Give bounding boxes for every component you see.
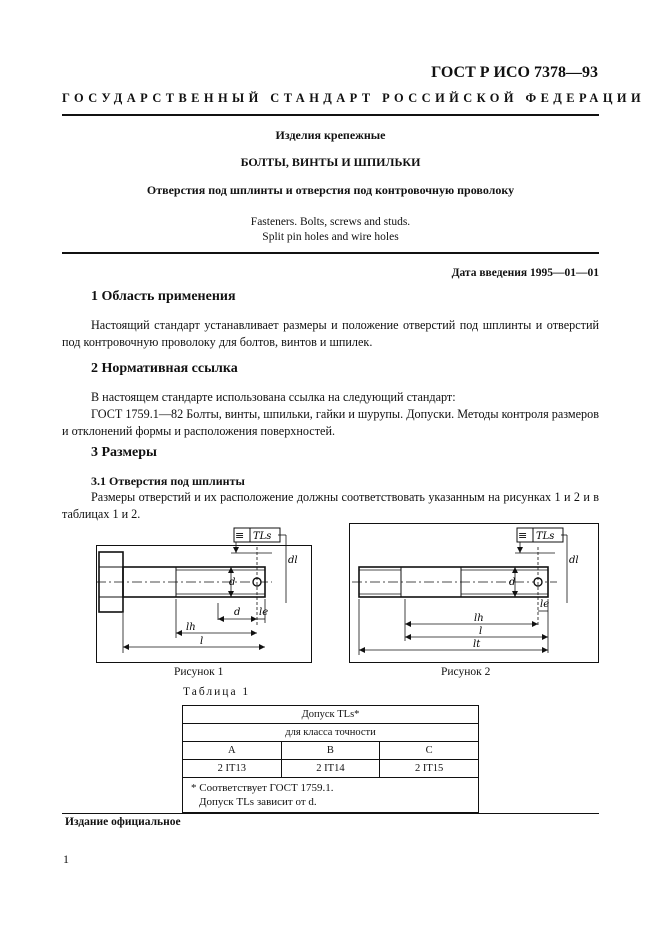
section-3-1-heading: 3.1 Отверстия под шплинты xyxy=(91,474,245,488)
length-label: l xyxy=(479,626,483,637)
length-label: l xyxy=(200,636,204,647)
total-length-label: lt xyxy=(473,639,481,650)
flatness-symbol: ≡ xyxy=(518,529,528,542)
table-row xyxy=(183,742,479,760)
figure-2-caption: Рисунок 2 xyxy=(441,666,491,678)
document-number: ГОСТ Р ИСО 7378—93 xyxy=(431,64,598,81)
table-footnote: * Соответствует ГОСТ 1759.1. Допуск TLs зависит от d. xyxy=(183,778,479,813)
section-1-text: Настоящий стандарт устанавливает размеры и положение отверстий под шплинты и отверстий под контровочную проволоку для болтов, винтов и шпилек. xyxy=(62,318,599,349)
introduction-date: Дата введения 1995—01—01 xyxy=(451,267,599,279)
table-header-sub: для класса точности xyxy=(183,724,479,742)
class-b-header: B xyxy=(281,742,380,760)
class-c-value: 2 IT15 xyxy=(380,760,479,778)
title-rule xyxy=(62,252,599,254)
figure-1 xyxy=(96,523,312,663)
class-a-value: 2 IT13 xyxy=(183,760,282,778)
diameter-label: d xyxy=(229,577,236,588)
section-3-heading: 3 Размеры xyxy=(91,445,157,460)
page-number: 1 xyxy=(63,852,69,866)
dimension-d-label: d xyxy=(234,607,241,618)
category-title: Изделия крепежные xyxy=(275,128,386,142)
tolerance-label: TLs xyxy=(253,531,272,542)
footer-rule xyxy=(62,813,599,814)
hole-length-label: lh xyxy=(186,622,196,633)
hole-diameter-label: dl xyxy=(569,555,579,566)
class-c-header: C xyxy=(380,742,479,760)
section-2-heading: 2 Нормативная ссылка xyxy=(91,361,238,376)
table-header-main: Допуск TLs* xyxy=(183,706,479,724)
tolerance-table xyxy=(182,705,479,813)
english-title-line2: Split pin holes and wire holes xyxy=(262,231,399,243)
diameter-label: d xyxy=(509,577,516,588)
figure-1-drawing xyxy=(96,523,312,663)
section-2-text: В настоящем стандарте использована ссылка на следующий стандарт: ГОСТ 1759.1—82 Болты, винты, шпильки, гайки и шурупы. Допуски. Методы контроля размеров и отклонений формы и расположения поверхностей. xyxy=(62,390,599,438)
subtitle: Отверстия под шплинты и отверстия под контровочную проволоку xyxy=(146,183,515,197)
hole-length-label: lh xyxy=(474,613,484,624)
hole-diameter-label: dl xyxy=(288,555,298,566)
end-distance-label: le xyxy=(540,599,550,610)
table-row xyxy=(183,760,479,778)
class-a-header: A xyxy=(183,742,282,760)
table-1-title: Таблица 1 xyxy=(183,686,251,698)
class-b-value: 2 IT14 xyxy=(281,760,380,778)
section-3-1-text: Размеры отверстий и их расположение должны соответствовать указанным на рисунках 1 и 2 и в таблицах 1 и 2. xyxy=(62,490,599,521)
figure-2-drawing xyxy=(349,523,599,663)
main-title: БОЛТЫ, ВИНТЫ И ШПИЛЬКИ xyxy=(240,155,421,169)
flatness-symbol: ≡ xyxy=(235,529,245,542)
section-1-heading: 1 Область применения xyxy=(91,289,236,304)
figure-2 xyxy=(349,523,599,663)
tolerance-label: TLs xyxy=(536,531,555,542)
top-rule xyxy=(62,114,599,116)
figure-1-caption: Рисунок 1 xyxy=(174,666,224,678)
state-standard-heading: ГОСУДАРСТВЕННЫЙ СТАНДАРТ РОССИЙСКОЙ ФЕДЕРАЦИИ xyxy=(62,91,646,105)
end-distance-label: le xyxy=(259,607,269,618)
edition-label: Издание официальное xyxy=(65,816,181,828)
english-title-line1: Fasteners. Bolts, screws and studs. xyxy=(250,216,411,228)
